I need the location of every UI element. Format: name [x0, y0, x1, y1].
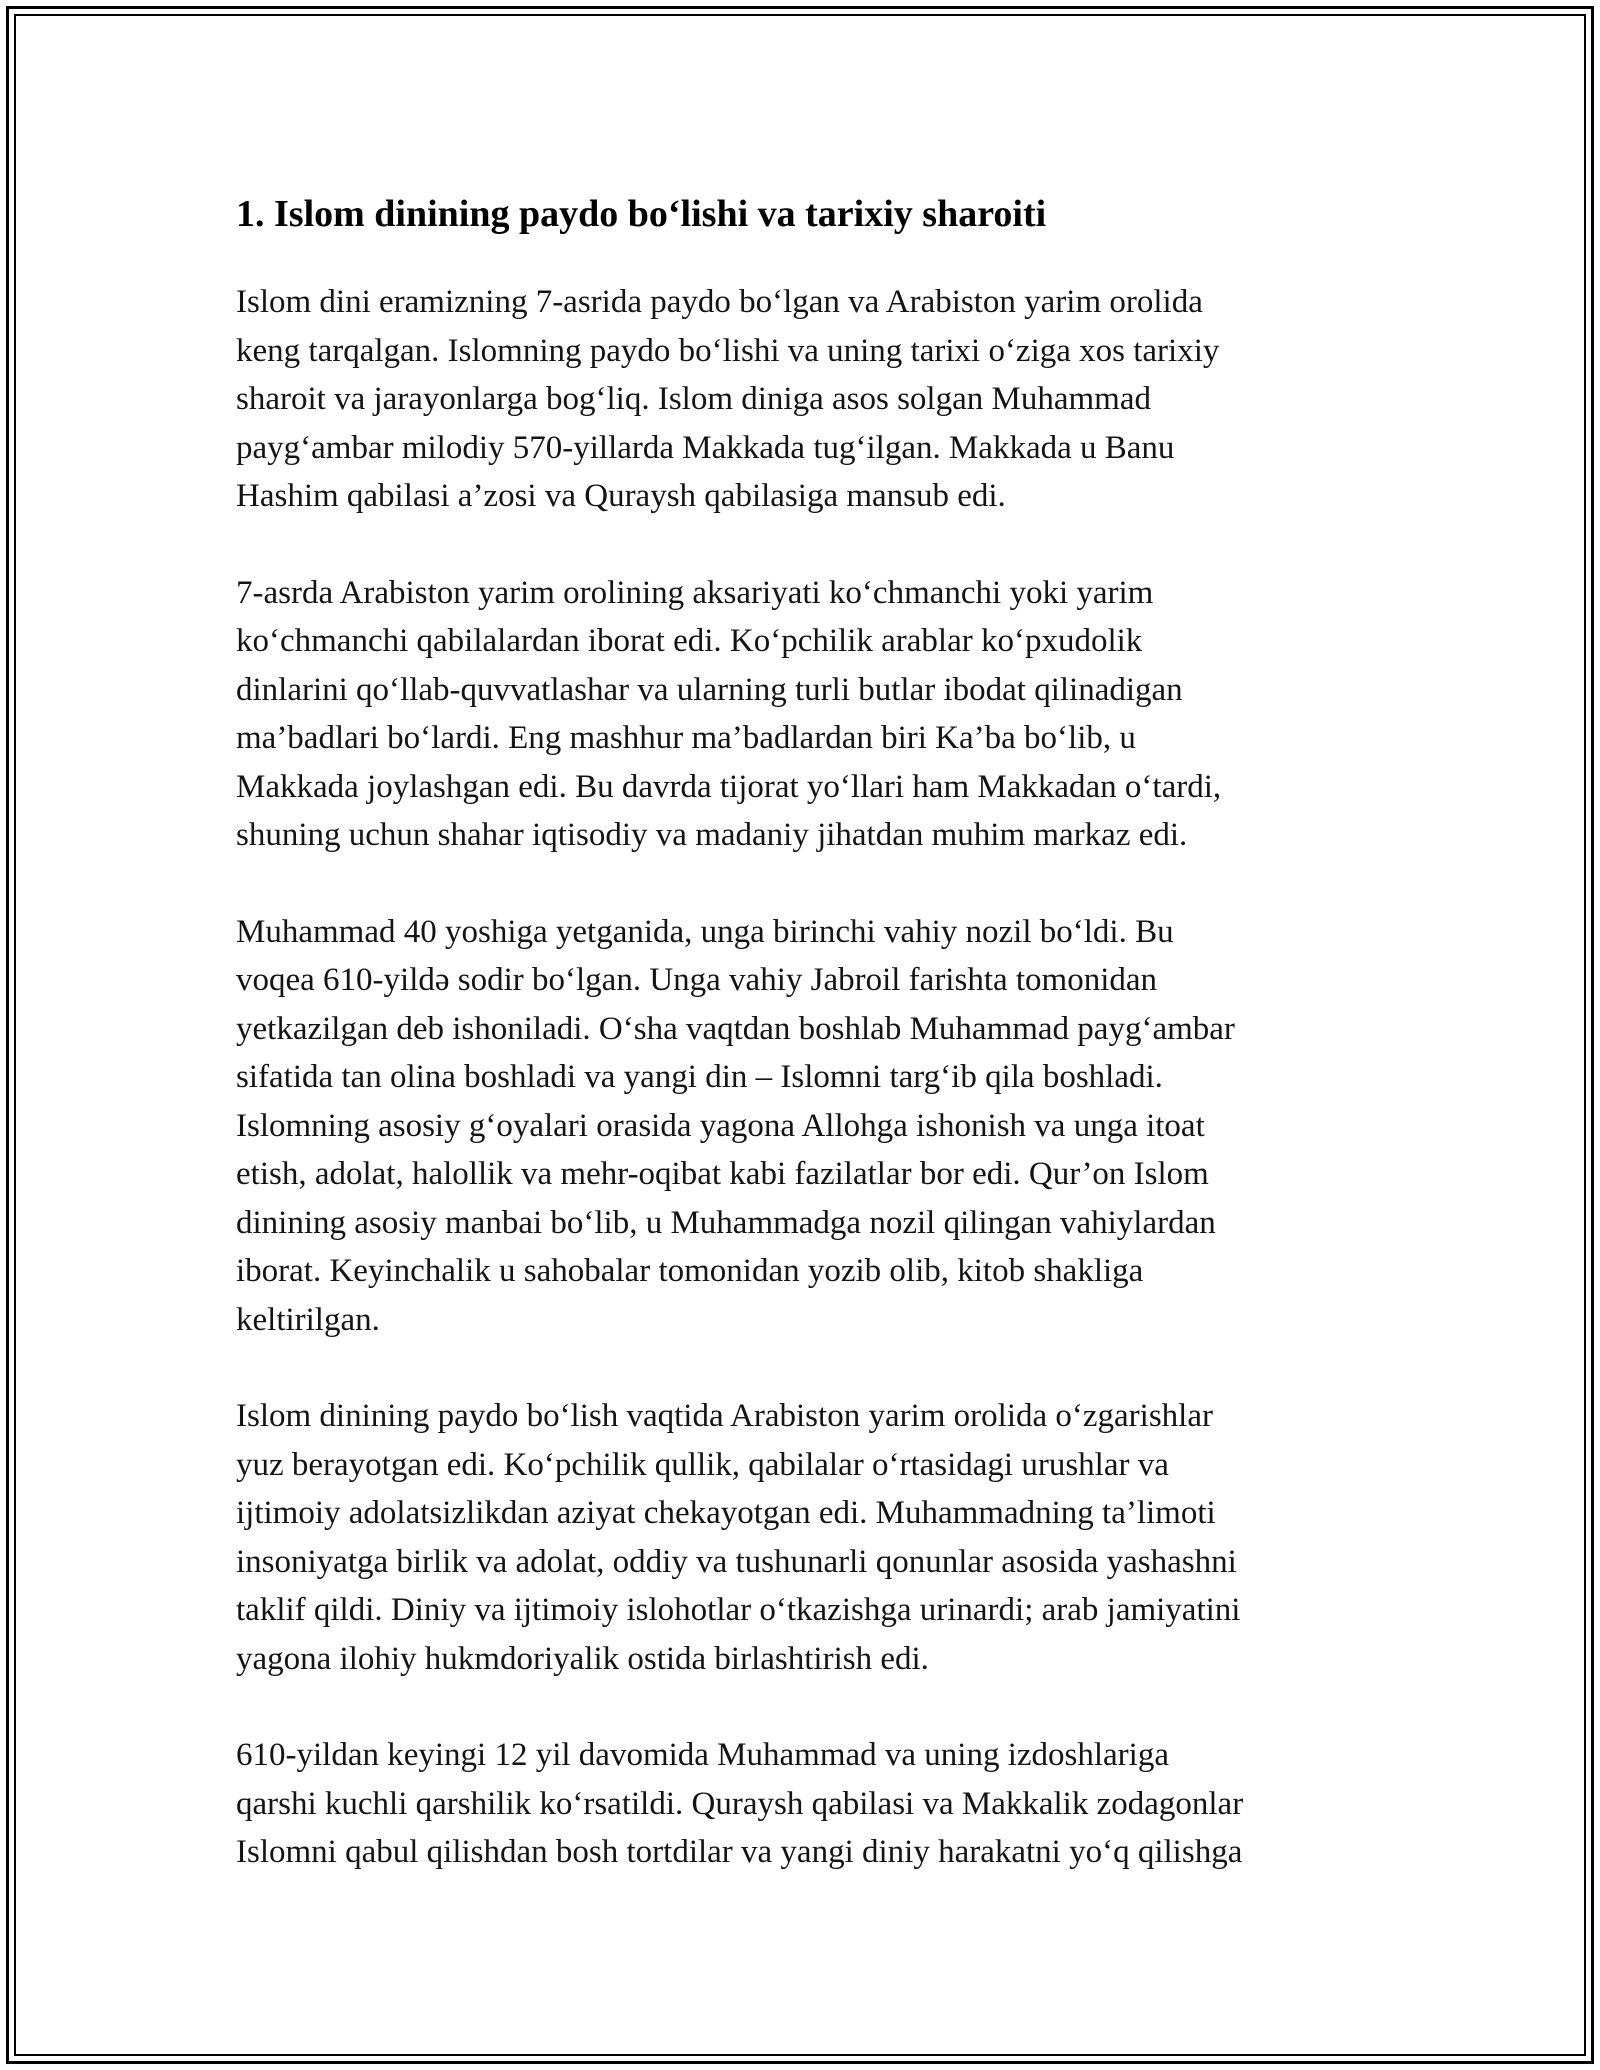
text-line: insoniyatga birlik va adolat, oddiy va tushunarli qonunlar asosida yashashni — [236, 1543, 1237, 1580]
text-line: shuning uchun shahar iqtisodiy va madaniy jihatdan muhim markaz edi. — [236, 817, 1188, 853]
text-line: yuz berayotgan edi. Ko‘pchilik qullik, qabilalar o‘rtasidagi urushlar va — [236, 1446, 1169, 1483]
text-line: taklif qildi. Diniy va ijtimoiy islohotlar o‘tkazishga urinardi; arab jamiyatini — [236, 1592, 1241, 1628]
text-line: Islomni qabul qilishdan bosh tortdilar va yangi diniy harakatni yo‘q qilishga — [236, 1834, 1243, 1870]
text-line: Makkada joylashgan edi. Bu davrda tijorat yo‘llari ham Makkadan o‘tardi, — [236, 768, 1222, 805]
text-line: voqea 610-yildə sodir bo‘lgan. Unga vahiy Jabroil farishta tomonidan — [236, 962, 1158, 998]
text-line: iborat. Keyinchalik u sahobalar tomonidan yozib olib, kitob shakliga — [236, 1253, 1144, 1289]
paragraph-1 — [236, 278, 1376, 521]
section-heading: 1. Islom dinining paydo bo‘lishi va tarixiy sharoiti — [236, 193, 1047, 235]
text-line: sifatida tan olina boshladi va yangi din – Islomni targ‘ib qila boshladi. — [236, 1059, 1163, 1095]
paragraph-3 — [236, 908, 1376, 1345]
text-line: ijtimoiy adolatsizlikdan aziyat chekayotgan edi. Muhammadning ta’limoti — [236, 1495, 1216, 1531]
text-line: keltirilgan. — [236, 1301, 380, 1338]
text-line: ma’badlari bo‘lardi. Eng mashhur ma’badlardan biri Ka’ba bo‘lib, u — [236, 720, 1136, 756]
text-line: payg‘ambar milodiy 570-yillarda Makkada tug‘ilgan. Makkada u Banu — [236, 429, 1175, 466]
text-line: 610-yildan keyingi 12 yil davomida Muhammad va uning izdoshlariga — [236, 1737, 1169, 1773]
text-line: sharoit va jarayonlarga bog‘liq. Islom diniga asos solgan Muhammad — [236, 381, 1151, 417]
text-line: dinlarini qo‘llab-quvvatlashar va ularning turli butlar ibodat qilinadigan — [236, 671, 1183, 708]
text-line: dinining asosiy manbai bo‘lib, u Muhammadga nozil qilingan vahiylardan — [236, 1204, 1216, 1241]
paragraph-4 — [236, 1392, 1376, 1683]
text-line: 7-asrda Arabiston yarim orolining aksariyati ko‘chmanchi yoki yarim — [236, 574, 1154, 611]
text-line: Islomning asosiy g‘oyalari orasida yagona Allohga ishonish va unga itoat — [236, 1107, 1205, 1144]
paragraph-5 — [236, 1731, 1376, 1877]
text-line: ko‘chmanchi qabilalardan iborat edi. Ko‘pchilik arablar ko‘pxudolik — [236, 623, 1143, 659]
text-line: yetkazilgan deb ishoniladi. O‘sha vaqtdan boshlab Muhammad payg‘ambar — [236, 1010, 1235, 1047]
text-line: Islom dini eramizning 7-asrida paydo bo‘lgan va Arabiston yarim orolida — [236, 284, 1203, 320]
paragraph-2 — [236, 569, 1376, 860]
text-line: Islom dinining paydo bo‘lish vaqtida Arabiston yarim orolida o‘zgarishlar — [236, 1398, 1213, 1434]
text-line: keng tarqalgan. Islomning paydo bo‘lishi va uning tarixi o‘ziga xos tarixiy — [236, 332, 1220, 369]
text-line: qarshi kuchli qarshilik ko‘rsatildi. Quraysh qabilasi va Makkalik zodagonlar — [236, 1785, 1244, 1822]
document-body — [236, 186, 1376, 1925]
text-line: Hashim qabilasi a’zosi va Quraysh qabilasiga mansub edi. — [236, 478, 1006, 514]
text-line: etish, adolat, halollik va mehr-oqibat kabi fazilatlar bor edi. Qur’on Islom — [236, 1156, 1209, 1192]
text-line: Muhammad 40 yoshiga yetganida, unga birinchi vahiy nozil bo‘ldi. Bu — [236, 913, 1174, 950]
text-line: yagona ilohiy hukmdoriyalik ostida birlashtirish edi. — [236, 1640, 929, 1677]
